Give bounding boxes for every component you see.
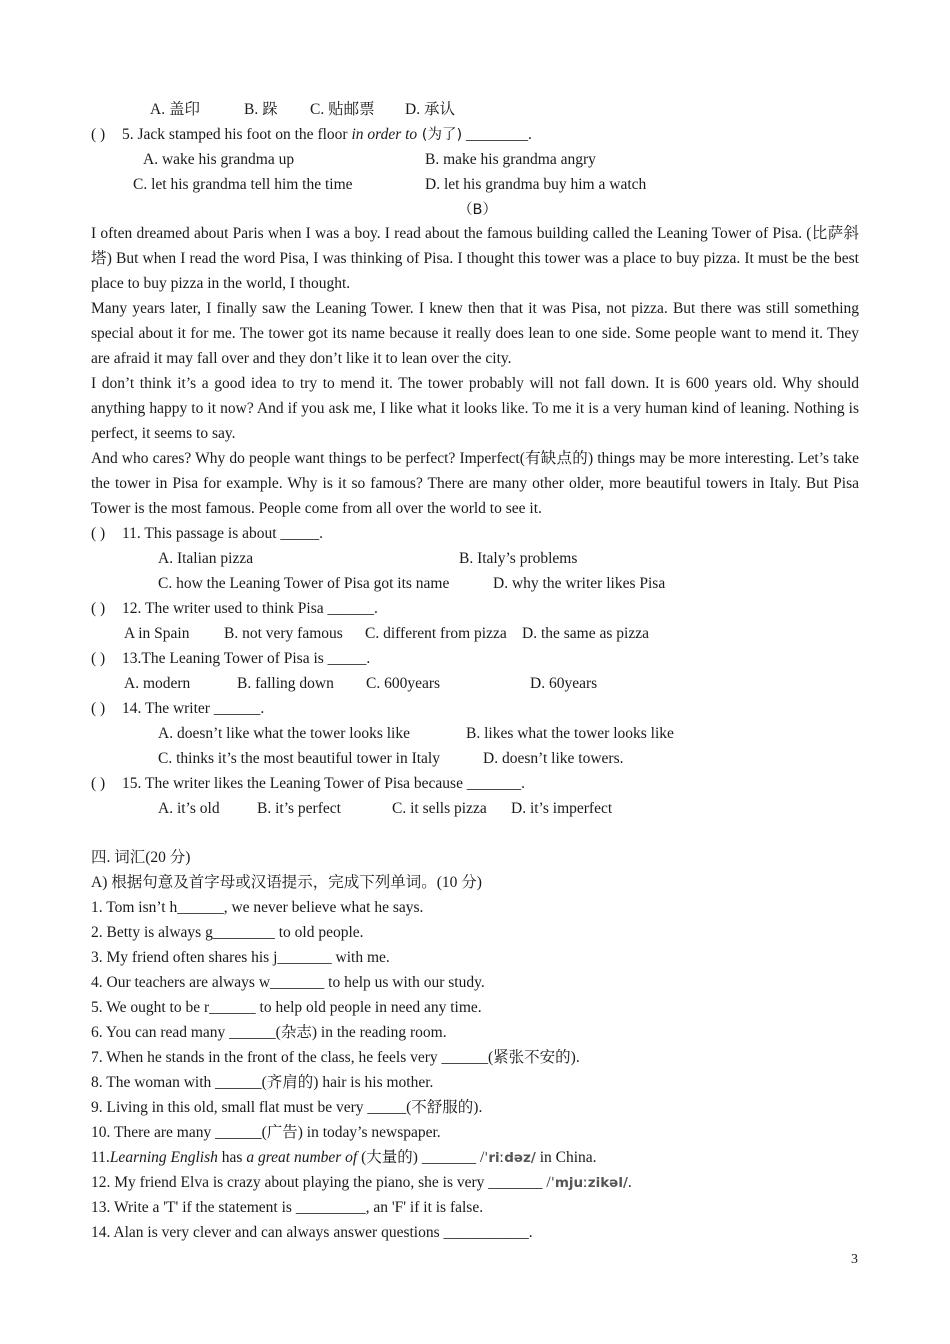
q14-option-b: B. likes what the tower looks like: [466, 725, 674, 742]
q12-option-b: B. not very famous: [224, 625, 343, 642]
q11-option-a: A. Italian pizza: [158, 550, 254, 567]
q15-stem: 15. The writer likes the Leaning Tower of Pisa because _______.: [122, 775, 525, 792]
q13-option-a: A. modern: [124, 675, 191, 692]
vocab-item-14: 14. Alan is very clever and can always answer questions ___________.: [91, 1224, 533, 1241]
vocab-item-13: 13. Write a 'T' if the statement is _________, an 'F' if it is false.: [91, 1199, 484, 1216]
q14-stem: 14. The writer ______.: [122, 700, 265, 717]
vocab-item-3: 3. My friend often shares his j_______ with me.: [91, 949, 390, 966]
q13-option-d: D. 60years: [530, 675, 598, 692]
vocab-item-1: 1. Tom isn’t h______, we never believe what he says.: [91, 899, 424, 916]
q5-option-c: C. let his grandma tell him the time: [133, 176, 353, 193]
q11-option-d: D. why the writer likes Pisa: [493, 575, 666, 592]
q13-answer-paren[interactable]: ( ): [91, 650, 106, 667]
vocab-item-9: 9. Living in this old, small flat must be very _____(不舒服的).: [91, 1099, 483, 1116]
vocab-item-11: 11.Learning English has a great number of (大量的) _______ /ˈriːdəz/ in China.: [91, 1149, 597, 1166]
passage-paragraph-2: Many years later, I finally saw the Leaning Tower. I knew then that it was Pisa, not pizza. But there was still something special about it for me. The tower got its name because it really does lean to one side. Some people want to mend it. They are afraid it may fall over and they don’t like it to lean over the city.: [91, 300, 859, 367]
page-number: 3: [851, 1252, 858, 1267]
q11-option-b: B. Italy’s problems: [459, 550, 578, 567]
q11-stem: 11. This passage is about _____.: [122, 525, 324, 542]
q4-option-a: A. 盖印: [150, 101, 200, 118]
q15-option-d: D. it’s imperfect: [511, 800, 613, 817]
q4-option-d: D. 承认: [405, 101, 455, 118]
q14-option-c: C. thinks it’s the most beautiful tower in Italy: [158, 750, 440, 767]
section-b-title: （B）: [458, 202, 497, 218]
vocab-item-10: 10. There are many ______(广告) in today’s newspaper.: [91, 1124, 441, 1141]
passage-paragraph-1: I often dreamed about Paris when I was a boy. I read about the famous building called the Leaning Tower of Pisa. (比萨斜塔) But when I read the word Pisa, I was thinking of Pisa. I thought this tower was a place to buy pizza. It must be the best place to buy pizza in the world, I thought.: [91, 225, 859, 292]
vocab-item-7: 7. When he stands in the front of the class, he feels very ______(紧张不安的).: [91, 1049, 580, 1066]
q15-option-b: B. it’s perfect: [257, 800, 341, 817]
q12-option-c: C. different from pizza: [365, 625, 507, 642]
vocab-item-4: 4. Our teachers are always w_______ to help us with our study.: [91, 974, 485, 991]
q13-option-b: B. falling down: [237, 675, 334, 692]
q11-answer-paren[interactable]: ( ): [91, 525, 106, 542]
q5-option-a: A. wake his grandma up: [143, 151, 295, 168]
passage-paragraph-4: And who cares? Why do people want things to be perfect? Imperfect(有缺点的) things may be more interesting. Let’s take the tower in Pisa for example. Why is it so famous? There are many other older, more beautiful towers in Italy. But Pisa Tower is the most famous. People come from all over the world to see it.: [91, 450, 859, 517]
vocab-item-6: 6. You can read many ______(杂志) in the reading room.: [91, 1024, 447, 1041]
q4-option-c: C. 贴邮票: [310, 101, 375, 118]
q12-option-d: D. the same as pizza: [522, 625, 649, 642]
q15-answer-paren[interactable]: ( ): [91, 775, 106, 792]
vocab-item-5: 5. We ought to be r______ to help old people in need any time.: [91, 999, 482, 1016]
vocab-instructions: A) 根据句意及首字母或汉语提示，完成下列单词。(10 分): [91, 874, 482, 891]
q12-answer-paren[interactable]: ( ): [91, 600, 106, 617]
q13-stem: 13.The Leaning Tower of Pisa is _____.: [122, 650, 371, 667]
q15-option-c: C. it sells pizza: [392, 800, 487, 817]
q14-option-d: D. doesn’t like towers.: [483, 750, 624, 767]
q5-answer-paren[interactable]: ( ): [91, 126, 106, 143]
q13-option-c: C. 600years: [366, 675, 441, 692]
vocab-item-2: 2. Betty is always g________ to old people.: [91, 924, 364, 941]
q14-option-a: A. doesn’t like what the tower looks like: [158, 725, 410, 742]
q15-option-a: A. it’s old: [158, 800, 220, 817]
q4-option-b: B. 跺: [244, 101, 278, 118]
q12-stem: 12. The writer used to think Pisa ______.: [122, 600, 378, 617]
q14-answer-paren[interactable]: ( ): [91, 700, 106, 717]
q11-option-c: C. how the Leaning Tower of Pisa got its name: [158, 575, 450, 592]
q12-option-a: A in Spain: [124, 625, 190, 642]
vocab-section-title: 四. 词汇(20 分): [91, 849, 191, 866]
q5-option-b: B. make his grandma angry: [425, 151, 596, 168]
q5-stem: 5. Jack stamped his foot on the floor in order to (为了) ________.: [122, 126, 532, 143]
vocab-item-12: 12. My friend Elva is crazy about playing the piano, she is very _______ /ˈmjuːzikəl/.: [91, 1174, 632, 1191]
vocab-item-8: 8. The woman with ______(齐肩的) hair is his mother.: [91, 1074, 434, 1091]
q5-option-d: D. let his grandma buy him a watch: [425, 176, 647, 193]
passage-paragraph-3: I don’t think it’s a good idea to try to mend it. The tower probably will not fall down. It is 600 years old. Why should anything happy to it now? And if you ask me, I like what it looks like. To me it is a very human kind of leaning. Nothing is perfect, it seems to say.: [91, 375, 859, 442]
